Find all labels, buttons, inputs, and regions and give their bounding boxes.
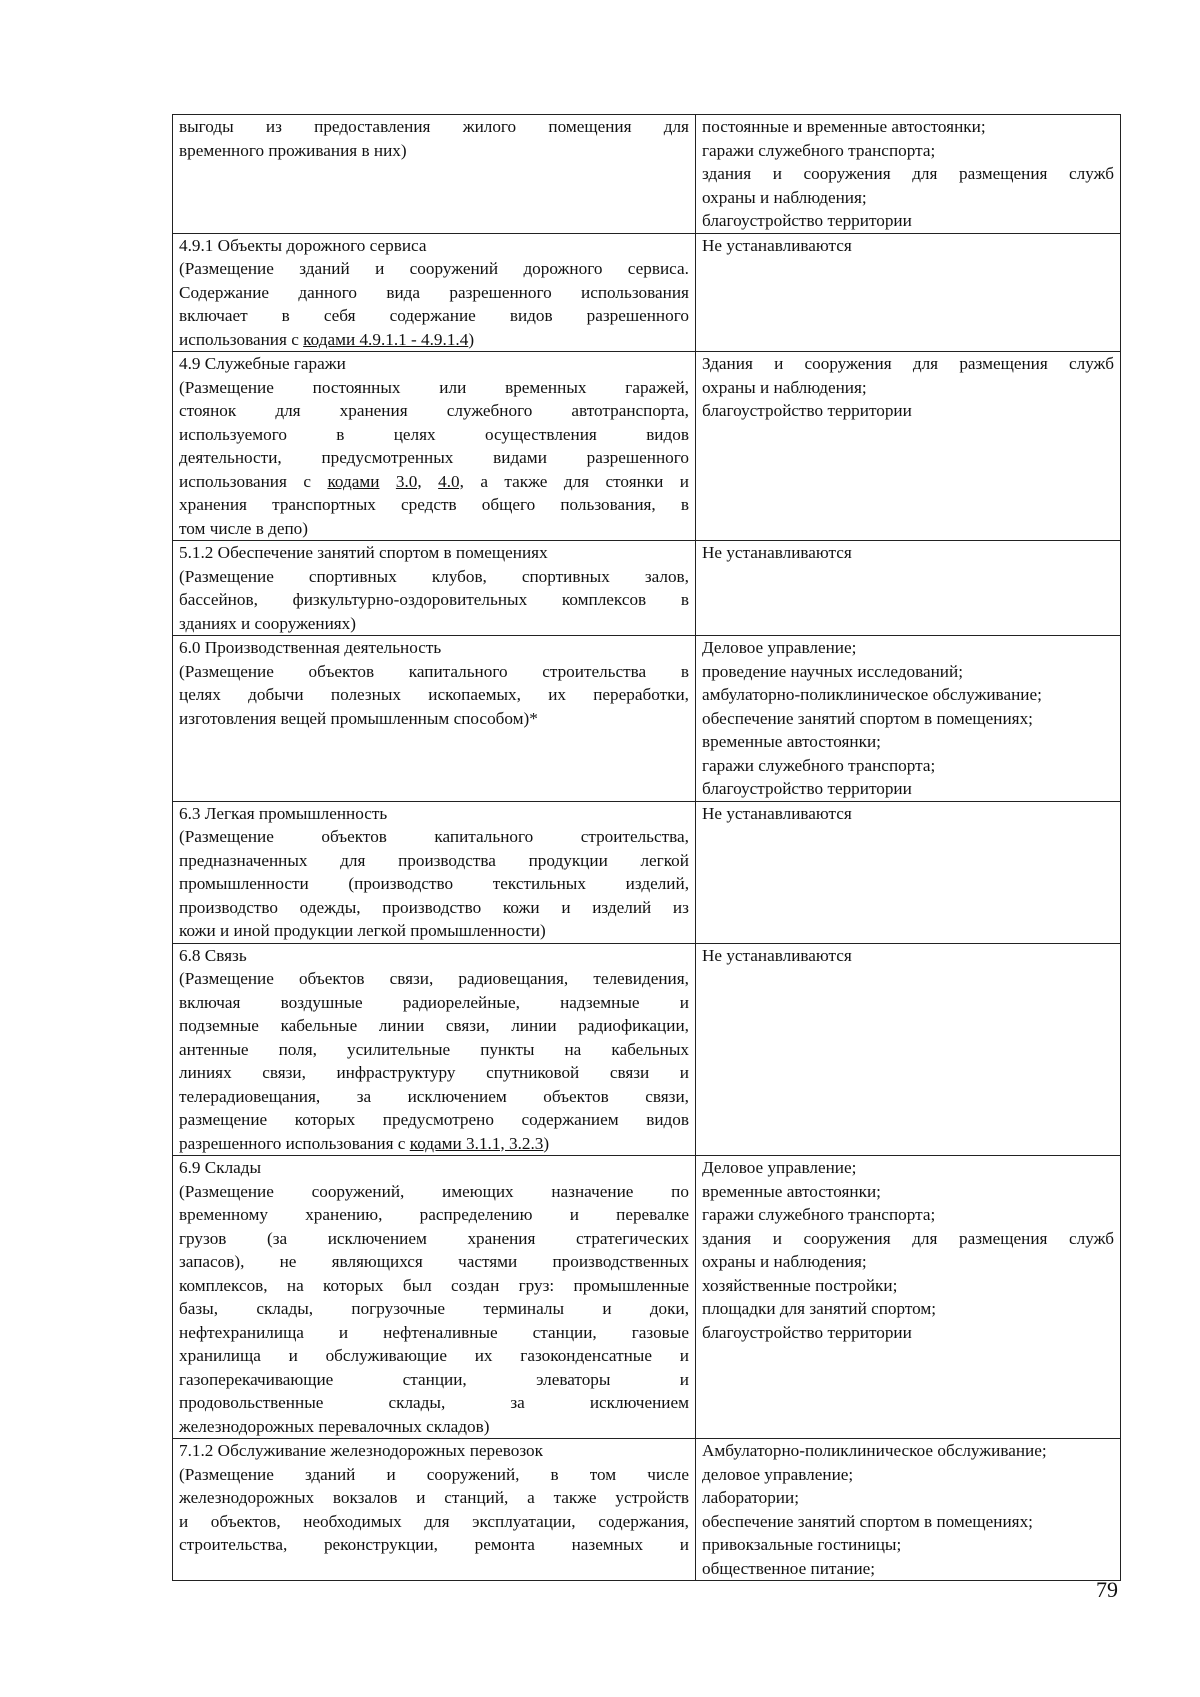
text-line: общественное питание; (702, 1558, 876, 1578)
text-line: Не устанавливаются (702, 945, 852, 965)
text-line: газоперекачивающие станции, элеваторы и (179, 1369, 689, 1389)
auxiliary-use-cell (696, 1439, 1121, 1581)
text-line: используемого в целях осуществления видов (179, 424, 689, 444)
text-line: и объектов, необходимых для эксплуатации, содержания, (179, 1511, 689, 1531)
text-line: временные автостоянки; (702, 1181, 881, 1201)
table-row (173, 636, 1121, 802)
text-line: амбулаторно-поликлиническое обслуживание; (702, 685, 1042, 704)
table-row (173, 541, 1121, 636)
text-line: (Размещение объектов капитального строительства, (179, 827, 689, 846)
text-line: продовольственные склады, за исключением (179, 1393, 689, 1412)
text-line: том числе в депо) (179, 518, 308, 538)
text-line: Содержание данного вида разрешенного использования (179, 282, 689, 302)
auxiliary-use-cell (696, 1156, 1121, 1439)
text-line: хранения транспортных средств общего пользования, в (179, 495, 689, 514)
table-row (173, 233, 1121, 352)
permitted-use-cell (173, 943, 696, 1156)
text-line: телерадиовещания, за исключением объектов связи, (179, 1086, 689, 1106)
text-line: благоустройство территории (702, 211, 912, 230)
text-line: антенные поля, усилительные пункты на кабельных (179, 1039, 689, 1059)
text-line: 4.9.1 Объекты дорожного сервиса (179, 235, 427, 255)
text-line: Деловое управление; (702, 1158, 857, 1177)
text-line: гаражи служебного транспорта; (702, 140, 936, 160)
permitted-use-cell (173, 233, 696, 352)
text-line: Деловое управление; (702, 638, 857, 657)
text-line: включает в себя содержание видов разрешенного (179, 306, 689, 325)
text-line: Здания и сооружения для размещения служб (702, 354, 1114, 373)
table-row (173, 115, 1121, 234)
text-line: (Размещение объектов капитального строительства в (179, 661, 689, 681)
text-line: охраны и наблюдения; (702, 377, 867, 397)
permitted-use-cell (173, 636, 696, 802)
auxiliary-use-cell (696, 943, 1121, 1156)
text-line: Не устанавливаются (702, 803, 852, 823)
text-line: (Размещение зданий и сооружений, в том числе (179, 1464, 689, 1484)
text-line: Не устанавливаются (702, 543, 852, 562)
text-line: гаражи служебного транспорта; (702, 755, 936, 775)
text-line: строительства, реконструкции, ремонта наземных и (179, 1535, 689, 1554)
table-row (173, 1156, 1121, 1439)
text-line: 5.1.2 Обеспечение занятий спортом в помещениях (179, 543, 548, 562)
text-line: 6.0 Производственная деятельность (179, 638, 442, 657)
text-line: разрешенного использования с кодами 3.1.1, 3.2.3) (179, 1133, 550, 1153)
text-line: линиях связи, инфраструктуру спутниковой связи и (179, 1063, 689, 1082)
text-line: бассейнов, физкультурно-оздоровительных комплексов в (179, 590, 689, 609)
text-line: охраны и наблюдения; (702, 1252, 867, 1271)
text-line: привокзальные гостиницы; (702, 1535, 902, 1554)
text-line: здания и сооружения для размещения служб (702, 164, 1114, 183)
text-line: изготовления вещей промышленным способом)* (179, 708, 538, 728)
text-line: благоустройство территории (702, 401, 912, 420)
auxiliary-use-cell (696, 115, 1121, 234)
text-line: постоянные и временные автостоянки; (702, 117, 986, 136)
text-line: Не устанавливаются (702, 235, 852, 255)
auxiliary-use-cell (696, 233, 1121, 352)
permitted-use-cell (173, 1156, 696, 1439)
text-line: (Размещение сооружений, имеющих назначение по (179, 1181, 689, 1201)
page-number: 79 (1096, 1577, 1118, 1602)
table-row (173, 801, 1121, 943)
text-line: зданиях и сооружениях) (179, 613, 356, 633)
table-row (173, 352, 1121, 541)
text-line: кожи и иной продукции легкой промышленности) (179, 921, 546, 940)
text-line: 7.1.2 Обслуживание железнодорожных перевозок (179, 1441, 543, 1460)
text-line: комплексов, на которых был создан груз: промышленные (179, 1275, 689, 1295)
text-line: деятельности, предусмотренных видами разрешенного (179, 448, 689, 467)
auxiliary-use-cell (696, 636, 1121, 802)
text-line: промышленности (производство текстильных изделий, (179, 874, 689, 893)
table-row (173, 943, 1121, 1156)
auxiliary-use-cell (696, 541, 1121, 636)
text-line: выгоды из предоставления жилого помещения для (179, 117, 689, 136)
text-line: (Размещение постоянных или временных гаражей, (179, 377, 689, 397)
text-line: лаборатории; (702, 1488, 799, 1507)
text-line: деловое управление; (702, 1464, 854, 1484)
text-line: стоянок для хранения служебного автотранспорта, (179, 401, 689, 420)
text-line: производство одежды, производство кожи и изделий из (179, 897, 689, 917)
text-line: базы, склады, погрузочные терминалы и доки, (179, 1299, 689, 1318)
table-row (173, 1439, 1121, 1581)
text-line: здания и сооружения для размещения служб (702, 1228, 1114, 1248)
text-line: использования с кодами 3.0, 4.0, а также для стоянки и (179, 471, 689, 491)
text-line: охраны и наблюдения; (702, 187, 867, 207)
text-line: (Размещение спортивных клубов, спортивных залов, (179, 566, 689, 586)
text-line: 6.8 Связь (179, 945, 247, 965)
text-line: проведение научных исследований; (702, 661, 963, 681)
permitted-use-cell (173, 352, 696, 541)
zoning-table (172, 114, 1121, 1581)
text-line: (Размещение зданий и сооружений дорожного сервиса. (179, 259, 689, 278)
auxiliary-use-cell (696, 352, 1121, 541)
text-line: хозяйственные постройки; (702, 1275, 898, 1295)
text-line: 4.9 Служебные гаражи (179, 354, 346, 373)
text-line: железнодорожных перевалочных складов) (179, 1416, 490, 1436)
text-line: Амбулаторно-поликлиническое обслуживание; (702, 1441, 1047, 1460)
text-line: благоустройство территории (702, 1322, 912, 1342)
text-line: подземные кабельные линии связи, линии радиофикации, (179, 1016, 689, 1035)
text-line: запасов), не являющихся частями производственных (179, 1252, 689, 1271)
text-line: железнодорожных вокзалов и станций, а также устройств (179, 1488, 689, 1507)
text-line: размещение которых предусмотрено содержанием видов (179, 1110, 689, 1129)
permitted-use-cell (173, 541, 696, 636)
text-line: временного проживания в них) (179, 140, 407, 160)
text-line: нефтехранилища и нефтеналивные станции, газовые (179, 1322, 689, 1342)
text-line: обеспечение занятий спортом в помещениях; (702, 1511, 1033, 1531)
text-line: обеспечение занятий спортом в помещениях; (702, 708, 1033, 728)
text-line: включая воздушные радиорелейные, надземные и (179, 992, 689, 1012)
text-line: целях добычи полезных ископаемых, их переработки, (179, 685, 689, 704)
permitted-use-cell (173, 115, 696, 234)
text-line: благоустройство территории (702, 779, 912, 798)
permitted-use-cell (173, 1439, 696, 1581)
permitted-use-cell (173, 801, 696, 943)
text-line: (Размещение объектов связи, радиовещания, телевидения, (179, 969, 689, 988)
zoning-table-body (173, 115, 1121, 1581)
text-line: предназначенных для производства продукции легкой (179, 850, 689, 870)
text-line: использования с кодами 4.9.1.1 - 4.9.1.4) (179, 329, 475, 349)
text-line: временному хранению, распределению и перевалке (179, 1205, 689, 1224)
text-line: временные автостоянки; (702, 732, 881, 751)
text-line: грузов (за исключением хранения стратегических (179, 1228, 689, 1248)
text-line: гаражи служебного транспорта; (702, 1205, 936, 1224)
text-line: 6.9 Склады (179, 1158, 262, 1177)
auxiliary-use-cell (696, 801, 1121, 943)
text-line: хранилища и обслуживающие их газоконденсатные и (179, 1346, 689, 1365)
text-line: площадки для занятий спортом; (702, 1299, 937, 1318)
text-line: 6.3 Легкая промышленность (179, 803, 388, 823)
